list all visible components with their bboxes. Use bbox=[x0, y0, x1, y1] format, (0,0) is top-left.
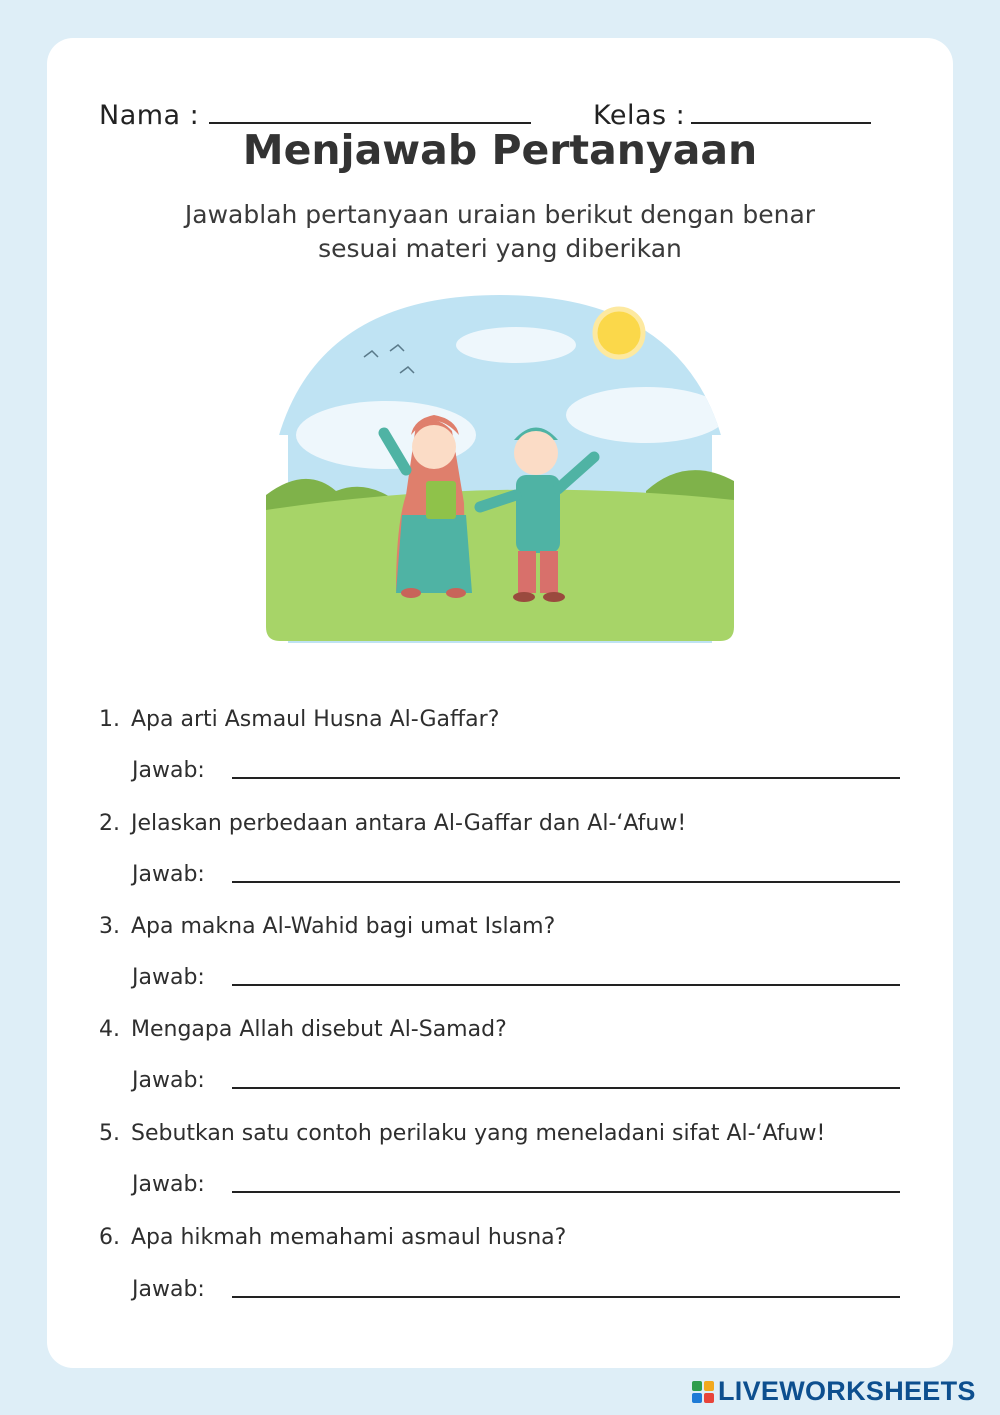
sun-icon bbox=[595, 309, 643, 357]
question-5 bbox=[99, 1121, 825, 1146]
answer-label: Jawab: bbox=[132, 1068, 205, 1093]
brand-name: LIVEWORKSHEETS bbox=[718, 1376, 976, 1406]
question-4 bbox=[99, 1017, 507, 1042]
answer-line[interactable] bbox=[232, 984, 900, 986]
question-text: Apa hikmah memahami asmaul husna? bbox=[131, 1225, 567, 1250]
class-label: Kelas : bbox=[593, 100, 686, 131]
question-number: 1. bbox=[99, 707, 120, 732]
question-text: Sebutkan satu contoh perilaku yang meneladani sifat Al-‘Afuw! bbox=[131, 1121, 826, 1146]
answer-row-3 bbox=[132, 965, 900, 990]
question-text: Mengapa Allah disebut Al-Samad? bbox=[131, 1017, 507, 1042]
answer-line[interactable] bbox=[232, 1191, 900, 1193]
question-2 bbox=[99, 811, 686, 836]
question-1 bbox=[99, 707, 499, 732]
answer-row-4 bbox=[132, 1068, 900, 1093]
name-label: Nama : bbox=[99, 100, 200, 131]
answer-label: Jawab: bbox=[132, 862, 205, 887]
question-3 bbox=[99, 914, 555, 939]
question-number: 4. bbox=[99, 1017, 120, 1042]
question-number: 2. bbox=[99, 811, 120, 836]
liveworksheets-brand bbox=[692, 1376, 976, 1407]
question-6 bbox=[99, 1225, 566, 1250]
page-title: Menjawab Pertanyaan bbox=[242, 126, 758, 174]
answer-row-6 bbox=[132, 1277, 900, 1302]
answer-label: Jawab: bbox=[132, 1172, 205, 1197]
question-number: 5. bbox=[99, 1121, 120, 1146]
answer-line[interactable] bbox=[232, 1296, 900, 1298]
instruction-line-1: Jawablah pertanyaan uraian berikut dengan benar bbox=[184, 200, 816, 229]
answer-line[interactable] bbox=[232, 881, 900, 883]
instruction-line-2: sesuai materi yang diberikan bbox=[318, 234, 682, 263]
question-text: Apa makna Al-Wahid bagi umat Islam? bbox=[131, 914, 556, 939]
name-blank-line[interactable] bbox=[209, 122, 531, 124]
answer-label: Jawab: bbox=[132, 965, 205, 990]
question-text: Apa arti Asmaul Husna Al-Gaffar? bbox=[131, 707, 500, 732]
question-number: 3. bbox=[99, 914, 120, 939]
answer-row-1 bbox=[132, 758, 900, 783]
answer-row-5 bbox=[132, 1172, 900, 1197]
liveworksheets-logo-icon bbox=[692, 1381, 714, 1403]
answer-row-2 bbox=[132, 862, 900, 887]
answer-line[interactable] bbox=[232, 777, 900, 779]
answer-label: Jawab: bbox=[132, 758, 205, 783]
answer-line[interactable] bbox=[232, 1087, 900, 1089]
two-children-in-field-illustration bbox=[266, 295, 734, 643]
question-text: Jelaskan perbedaan antara Al-Gaffar dan Al-‘Afuw! bbox=[131, 811, 687, 836]
question-number: 6. bbox=[99, 1225, 120, 1250]
class-blank-line[interactable] bbox=[691, 122, 871, 124]
answer-label: Jawab: bbox=[132, 1277, 205, 1302]
